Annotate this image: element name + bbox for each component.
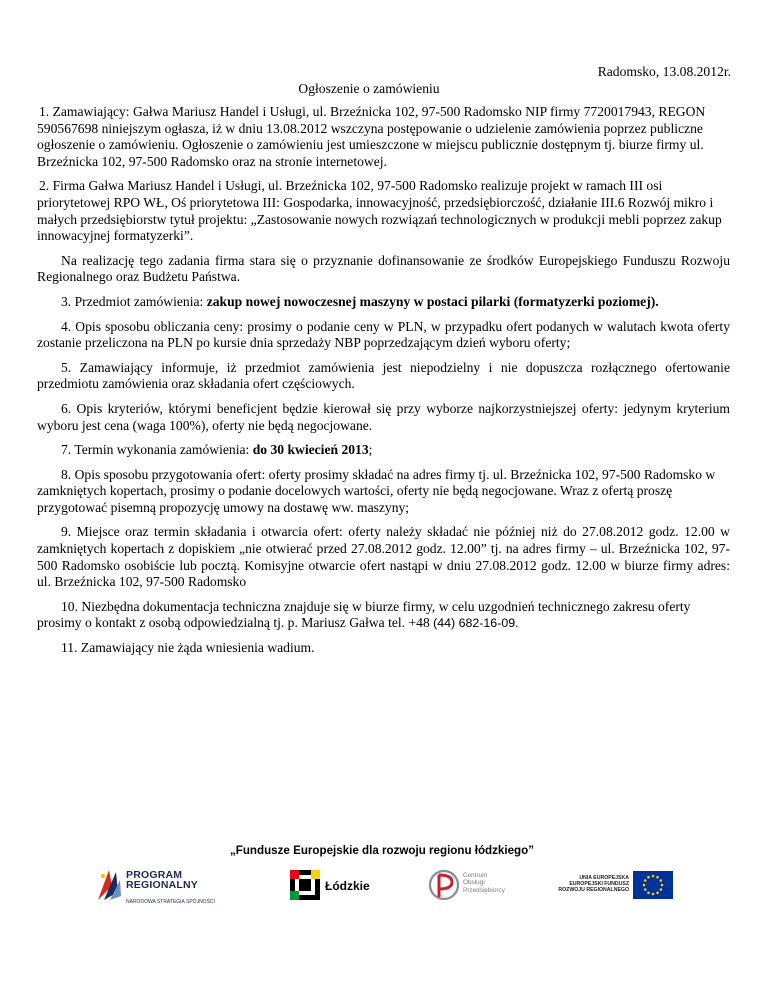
lodzkie-text: Łódzkie bbox=[325, 879, 370, 893]
paragraph-10-text: 10. Niezbędna dokumentacja techniczna znajduje się w biurze firmy, w celu uzgodnień technicznego zakresu oferty prosimy o kontakt z osobą odpowiedzialną tj. p. Mariusz Gałwa tel. +48 bbox=[37, 598, 691, 631]
paragraph-3 bbox=[37, 294, 730, 311]
paragraph-8: 8. Opis sposobu przygotowania ofert: oferty prosimy składać na adres firmy tj. ul. Brzeźnicka 102, 97-500 Radomsko w zamkniętych kopertach, prosimy o podanie docelowych wartości, oferty nie będą negocjowane. Wraz z ofertą proszę przygotować pisemną propozycję umowy na dostawę ww. maszyny; bbox=[37, 466, 716, 515]
paragraph-7-deadline: do 30 kwiecień 2013 bbox=[252, 442, 369, 458]
paragraph-5: 5. Zamawiający informuje, iż przedmiot zamówienia jest niepodzielny i nie dopuszcza rozłącznego ofertowanie przedmiotu zamówienia oraz składania ofert częściowych. bbox=[37, 359, 730, 392]
program-regionalny-text: PROGRAM REGIONALNY bbox=[126, 869, 199, 891]
cop-text: Centrum Obsługi Przedsiębiorcy bbox=[463, 872, 505, 894]
program-regionalny-logo bbox=[96, 862, 216, 908]
paragraph-1: 1. Zamawiający: Gałwa Mariusz Handel i Usługi, ul. Brzeźnicka 102, 97-500 Radomsko NIP firmy 7720017943, REGON 590567698 niniejszym ogłasza, iż w dniu 13.08.2012 wszczyna postępowanie o udzielenie zamówienia poprzez publiczne ogłoszenie o zamówieniu. Ogłoszenie o zamówieniu jest umieszczone w miejscu publicznie dostępnym tj. biurze firmy ul. Brzeźnicka 102, 97-500 Radomsko oraz na stronie internetowej. bbox=[37, 104, 706, 169]
paragraph-2: 2. Firma Gałwa Mariusz Handel i Usługi, ul. Brzeźnicka 102, 97-500 Radomsko realizuje projekt w ramach III osi priorytetowej RPO WŁ, Oś priorytetowa III: Gospodarka, innowacyjność, przedsiębiorczość, działanie III.6 Rozwój mikro i małych przedsiębiorstw tytuł projektu: „Zastosowanie nowych rozwiązań technologicznych w produkcji mebli poprzez zakup innowacyjnej formatyzerki”. bbox=[37, 178, 722, 244]
cop-logo bbox=[428, 862, 508, 908]
lodzkie-icon bbox=[290, 870, 320, 900]
footer-logos bbox=[0, 862, 768, 910]
eu-flag-icon bbox=[633, 871, 673, 899]
cop-icon bbox=[428, 867, 460, 903]
paragraph-3-label: 3. Przedmiot zamówienia: bbox=[61, 293, 207, 309]
paragraph-11: 11. Zamawiający nie żąda wniesienia wadium. bbox=[61, 640, 315, 656]
eu-text: UNIA EUROPEJSKA EUROPEJSKI FUNDUSZ ROZWOJU REGIONALNEGO bbox=[558, 875, 629, 893]
paragraph-7 bbox=[37, 442, 730, 459]
paragraph-2-financing: Na realizację tego zadania firma stara się o przyznanie dofinansowanie ze środków Europejskiego Funduszu Rozwoju Regionalnego oraz Budżetu Państwa. bbox=[37, 252, 730, 285]
program-regionalny-subtext: NARODOWA STRATEGIA SPÓJNOŚCI bbox=[126, 899, 215, 905]
program-regionalny-icon bbox=[96, 866, 122, 902]
paragraph-7-end: ; bbox=[368, 442, 373, 458]
paragraph-10 bbox=[37, 599, 730, 632]
footer-caption: „Fundusze Europejskie dla rozwoju regionu łódzkiego” bbox=[229, 844, 535, 857]
paragraph-7-label: 7. Termin wykonania zamówienia: bbox=[61, 442, 253, 458]
eu-logo bbox=[549, 862, 679, 908]
paragraph-4: 4. Opis sposobu obliczania ceny: prosimy o podanie ceny w PLN, w przypadku ofert podanych w walutach kwota oferty zostanie przeliczona na PLN po kursie dnia sprzedaży NBP poprzedzającym dzień wyboru oferty; bbox=[37, 318, 730, 351]
phone-number: (44) 682-16-09. bbox=[433, 616, 519, 631]
document-title: Ogłoszenie o zamówieniu bbox=[298, 81, 440, 96]
document-date: Radomsko, 13.08.2012r. bbox=[597, 64, 731, 79]
lodzkie-logo bbox=[290, 862, 380, 908]
paragraph-9: 9. Miejsce oraz termin składania i otwarcia ofert: oferty należy składać nie później niż do 27.08.2012 godz. 12.00 w zamkniętych kopertach z dopiskiem „nie otwierać przed 27.08.2012 godz. 12.00” tj. na adres firmy – ul. Brzeźnicka 102, 97-500 Radomsko osobiście lub pocztą. Komisyjne otwarcie ofert nastąpi w dniu 27.08.2012 godz. 12.00 w biurze firmy adres: ul. Brzeźnicka 102, 97-500 Radomsko bbox=[37, 524, 730, 590]
paragraph-3-subject: zakup nowej nowoczesnej maszyny w postaci pilarki (formatyzerki poziomej). bbox=[206, 293, 659, 309]
document-body bbox=[37, 104, 730, 665]
paragraph-6: 6. Opis kryteriów, którymi beneficjent będzie kierował się przy wyborze najkorzystniejszej oferty: jedynym kryterium wyboru jest cena (waga 100%), oferty nie będą negocjowane. bbox=[37, 400, 730, 433]
